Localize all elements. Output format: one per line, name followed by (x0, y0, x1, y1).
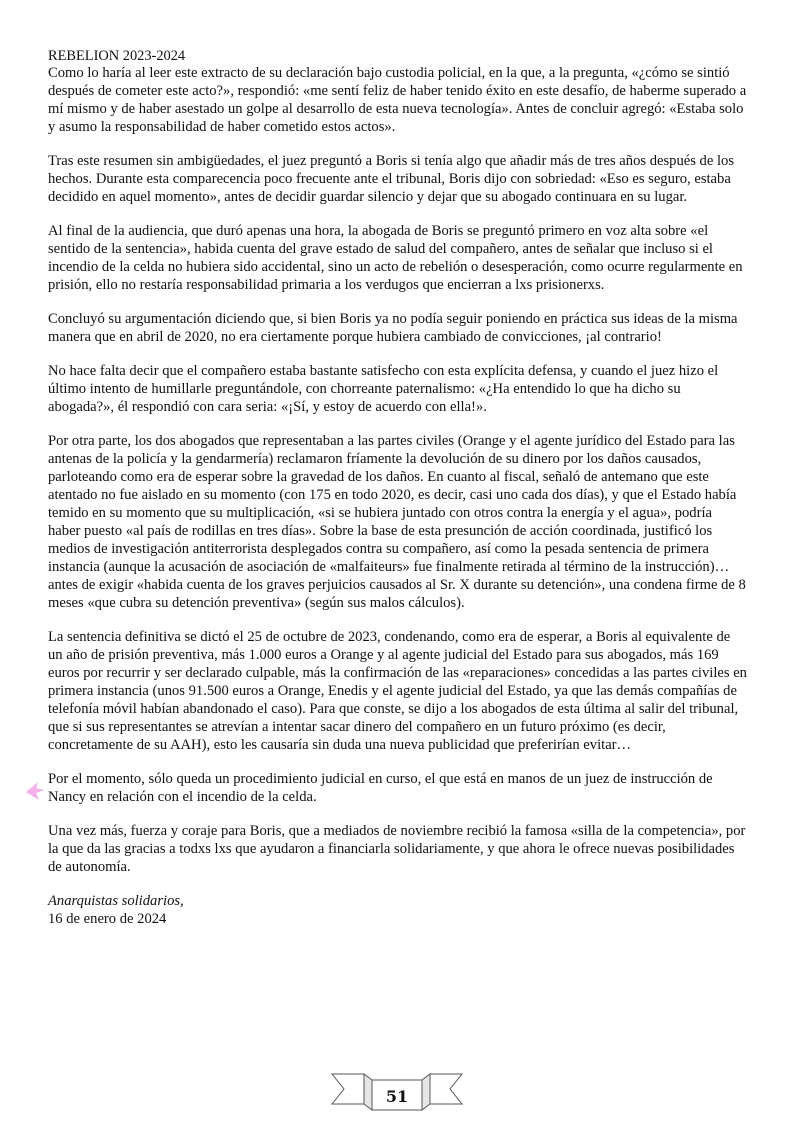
paragraph-5: No hace falta decir que el compañero estaba bastante satisfecho con esta explícita defensa, y cuando el juez hizo el último intento de humillarle preguntándole, con chorreante paternalismo: «¿Ha entendido lo que ha dicho su abogada?», él respondió con cara seria: «¡Sí, y estoy de acuerdo con ella!». (48, 363, 719, 415)
signature-author: Anarquistas solidarios, (48, 893, 184, 909)
paragraph-3: Al final de la audiencia, que duró apenas una hora, la abogada de Boris se preguntó primero en voz alta sobre «el sentido de la sentencia», habida cuenta del grave estado de salud del compañero, antes de señalar que incluso si el incendio de la celda no hubiera sido accidental, sino un acto de rebelión o desesperación, como ocurre regularmente en prisión, ello no restaría responsabilidad primaria a los verdugos que encierran a lxs prisionerxs. (48, 223, 743, 293)
document-page (48, 48, 748, 928)
paragraph-6: Por otra parte, los dos abogados que representaban a las partes civiles (Orange y el agente jurídico del Estado para las antenas de la policía y la gendarmería) reclamaron fríamente la devolución de su dinero por los daños causados, parloteando como era de esperar sobre la gravedad de los daños. En cuanto al fiscal, señaló de antemano que este atentado no fue aislado en su momento (con 175 en todo 2020, es decir, casi uno cada dos días), y que el Estado había temido en su momento que su multiplicación, «si se hubiera juntado con otros contra la energía y el agua», podría haber puesto «al país de rodillas en tres días». Sobre la base de esta presunción de acción coordinada, justificó los medios de investigación antiterrorista desplegados contra su compañero, así como la pesada sentencia de primera instancia (aunque la acusación de asociación de «malfaiteurs» fue finalmente retirada al término de la instrucción)… antes de exigir «habida cuenta de los graves perjuicios causados al Sr. X durante su detención», una condena firme de 8 meses «que cubra su detención preventiva» (según sus malos cálculos). (48, 433, 746, 611)
page-number: 51 (385, 1087, 409, 1106)
paragraph-8: Por el momento, sólo queda un procedimiento judicial en curso, el que está en manos de un juez de instrucción de Nancy en relación con el incendio de la celda. (48, 771, 713, 805)
signature (48, 892, 748, 928)
paragraph-7: La sentencia definitiva se dictó el 25 de octubre de 2023, condenando, como era de esperar, a Boris al equivalente de un año de prisión preventiva, más 1.000 euros a Orange y al agente judicial del Estado para sus abogados, más 169 euros por recurrir y ser declarado culpable, más la confirmación de las «reparaciones» concedidas a las partes civiles en primera instancia (unos 91.500 euros a Orange, Enedis y el agente judicial del Estado, ya que las demás compañías de telefonía móvil habían abandonado el caso). Para que conste, se dijo a los abogados de esta última al salir del tribunal, que si sus representantes se atrevían a intentar sacar dinero del compañero en un futuro próximo (es decir, concretamente de su AAH), esto les causaría sin duda una nueva publicidad que preferirían evitar… (48, 629, 747, 753)
paragraph-1: Como lo haría al leer este extracto de su declaración bajo custodia policial, en la que, a la pregunta, «¿cómo se sintió después de cometer este acto?», respondió: «me sentí feliz de haber tenido éxito en este desafío, de haberme superado a mí mismo y de haber asestado un golpe al desarrollo de esta nueva tecnología». Antes de concluir agregó: «Estaba solo y asumo la responsabilidad de haber cometido estos actos». (48, 65, 747, 135)
paragraph-2: Tras este resumen sin ambigüedades, el juez preguntó a Boris si tenía algo que añadir más de tres años después de los hechos. Durante esta comparecencia poco frecuente ante el tribunal, Boris dijo con sobriedad: «Eso es seguro, estaba decidido en aquel momento», antes de decidir guardar silencio y dejar que su abogado continuara en su lugar. (48, 153, 735, 205)
document-heading: REBELION 2023-2024 (48, 48, 186, 64)
pink-arrow-marker-icon (24, 778, 46, 802)
signature-date: 16 de enero de 2024 (48, 911, 167, 927)
page-footer (330, 1068, 464, 1114)
paragraph-9: Una vez más, fuerza y coraje para Boris, que a mediados de noviembre recibió la famosa «silla de la competencia», por la que da las gracias a todxs lxs que ayudaron a financiarla solidariamente, y que ahora le ofrece nuevas posibilidades de autonomía. (48, 823, 746, 875)
paragraph-4: Concluyó su argumentación diciendo que, si bien Boris ya no podía seguir poniendo en práctica sus ideas de la misma manera que en abril de 2020, no era ciertamente porque hubiera cambiado de convicciones, ¡al contrario! (48, 311, 738, 345)
